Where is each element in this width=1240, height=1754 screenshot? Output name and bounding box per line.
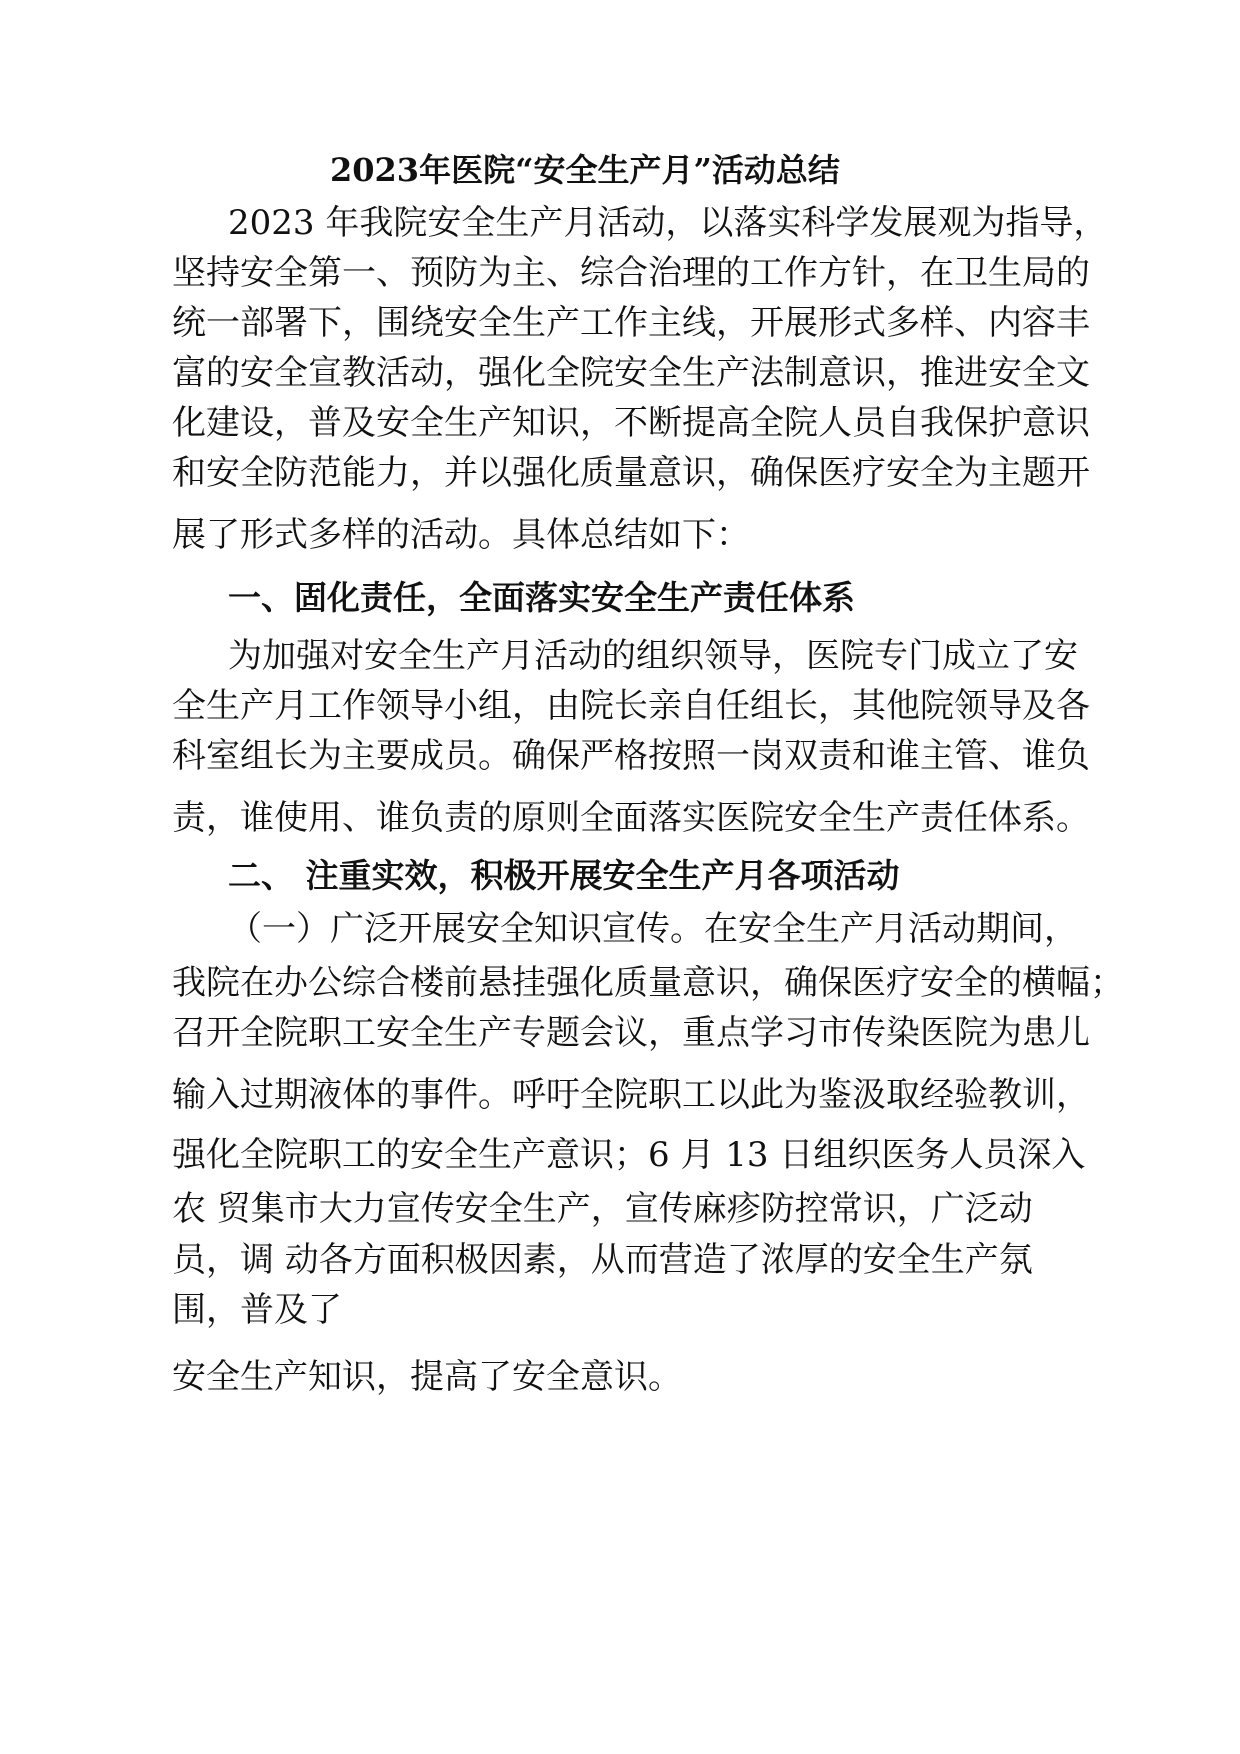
intro-line-3: 统一部署下，围绕安全生产工作主线，开展形式多样、内容丰: [172, 303, 1090, 343]
section-1-heading: 一、固化责任，全面落实安全生产责任体系: [228, 578, 855, 617]
section-2-line-7: 员，调 动各方面积极因素，从而营造了浓厚的安全生产氛: [172, 1240, 1033, 1280]
section-2-line-9: 安全生产知识，提高了安全意识。: [172, 1357, 682, 1397]
section-2-line-8: 围，普及了: [172, 1290, 342, 1330]
section-2-line-3: 召开全院职工安全生产专题会议，重点学习市传染医院为患儿: [172, 1013, 1090, 1053]
document-title: 2023年医院“安全生产月”活动总结: [330, 151, 840, 189]
section-1-line-2: 全生产月工作领导小组，由院长亲自任组长，其他院领导及各: [172, 686, 1090, 726]
section-1-line-1: 为加强对安全生产月活动的组织领导，医院专门成立了安: [228, 636, 1078, 676]
section-2-line-6: 农 贸集市大力宣传安全生产，宣传麻疹防控常识，广泛动: [172, 1189, 1033, 1229]
section-2-line-4: 输入过期液体的事件。呼吁全院职工以此为鉴汲取经验教训，: [172, 1075, 1090, 1115]
section-1-line-3: 科室组长为主要成员。确保严格按照一岗双责和谁主管、谁负: [172, 736, 1090, 776]
section-2-line-5: 强化全院职工的安全生产意识；6 月 13 日组织医务人员深入: [172, 1135, 1086, 1175]
section-1-line-4: 责，谁使用、谁负责的原则全面落实医院安全生产责任体系。: [172, 798, 1090, 838]
section-2-line-2: 我院在办公综合楼前悬挂强化质量意识，确保医疗安全的横幅；: [172, 963, 1124, 1003]
intro-line-6: 和安全防范能力，并以强化质量意识，确保医疗安全为主题开: [172, 453, 1090, 493]
intro-line-7: 展了形式多样的活动。具体总结如下：: [172, 515, 750, 555]
section-2-line-1: （一）广泛开展安全知识宣传。在安全生产月活动期间，: [228, 909, 1078, 949]
intro-line-2: 坚持安全第一、预防为主、综合治理的工作方针，在卫生局的: [172, 253, 1090, 293]
intro-line-1: 2023 年我院安全生产月活动，以落实科学发展观为指导，: [228, 203, 1108, 243]
intro-line-5: 化建设，普及安全生产知识，不断提高全院人员自我保护意识: [172, 403, 1090, 443]
section-2-heading: 二、 注重实效，积极开展安全生产月各项活动: [228, 856, 900, 895]
intro-line-4: 富的安全宣教活动，强化全院安全生产法制意识，推进安全文: [172, 353, 1090, 393]
